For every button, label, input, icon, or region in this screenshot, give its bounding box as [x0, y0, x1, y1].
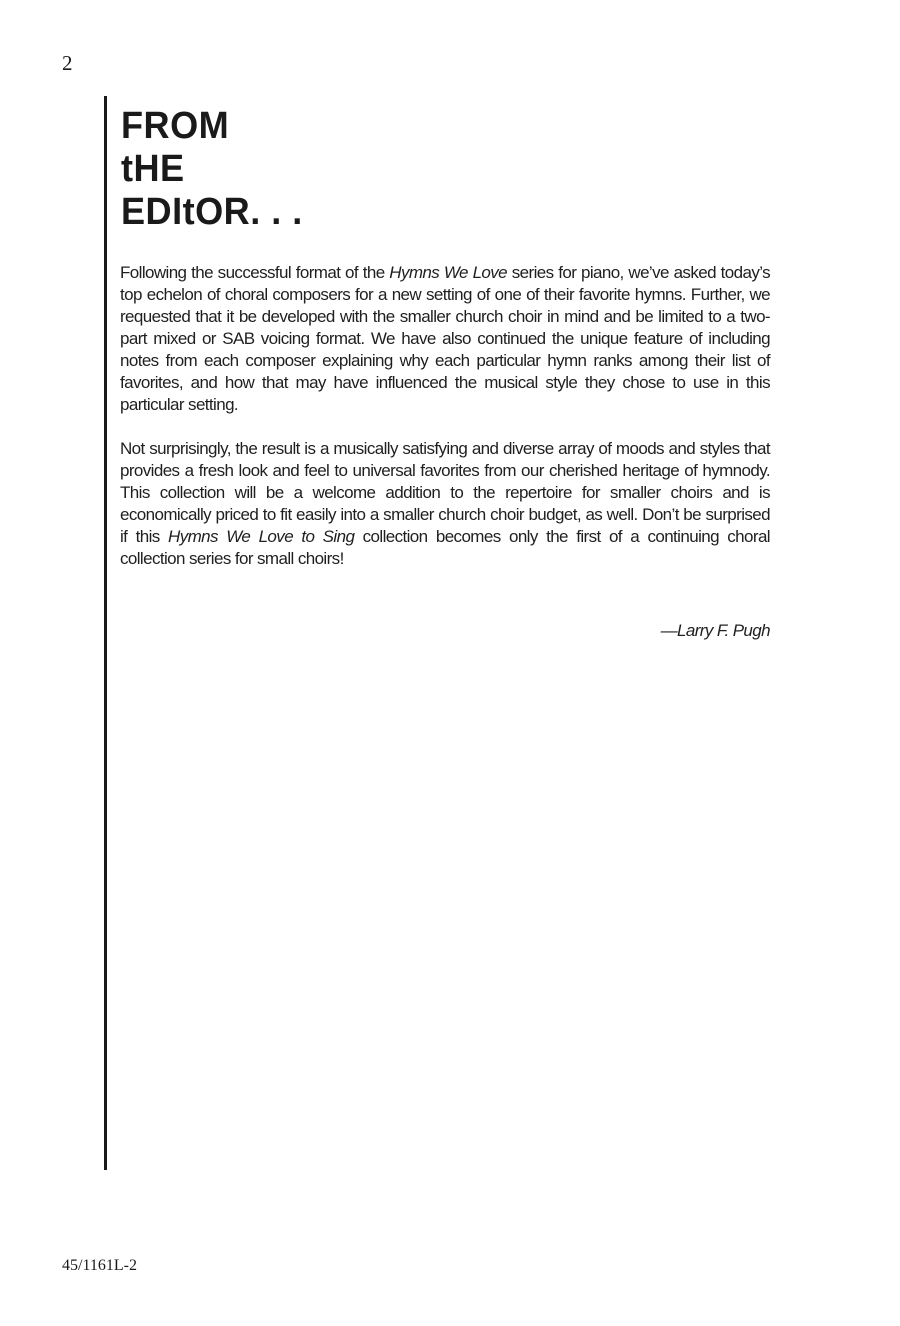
collection-title: Hymns We Love to Sing [168, 527, 355, 546]
paragraph [120, 438, 770, 570]
editor-signature: —Larry F. Pugh [660, 621, 770, 640]
editor-note-body [120, 262, 770, 592]
heading-line: FROM [121, 105, 230, 147]
vertical-rule [104, 96, 107, 1170]
text-run: Not surprisingly, the result is a musically satisfying and diverse array of moods and styles that provides a fresh look and feel to universal favorites from our cherished heritage of hymnody. This collection will be a welcome addition to the repertoire for smaller choirs and is economically priced to fit easily into a smaller church choir budget, as well. Don’t be surprised if this [120, 439, 770, 546]
paragraph [120, 262, 770, 416]
heading-line: EDItOR. . . [121, 191, 303, 233]
page-number: 2 [62, 51, 73, 75]
series-title: Hymns We Love [389, 263, 508, 282]
page-heading [121, 105, 303, 234]
catalog-code: 45/1161L-2 [62, 1257, 137, 1274]
text-run: Following the successful format of the [120, 263, 390, 282]
text-run: series for piano, we’ve asked today’s top echelon of choral composers for a new setting of one of their favorite hymns. Further, we requested that it be developed with the smaller church choir in mind and be limited to a two-part mixed or SAB voicing format. We have also continued the unique feature of including notes from each composer explaining why each particular hymn ranks among their list of favorites, and how that may have influenced the musical style they chose to use in this particular setting. [120, 263, 770, 414]
heading-line: tHE [121, 148, 185, 190]
text-run: collection becomes only the first of a continuing choral collection series for small choirs! [120, 527, 770, 568]
